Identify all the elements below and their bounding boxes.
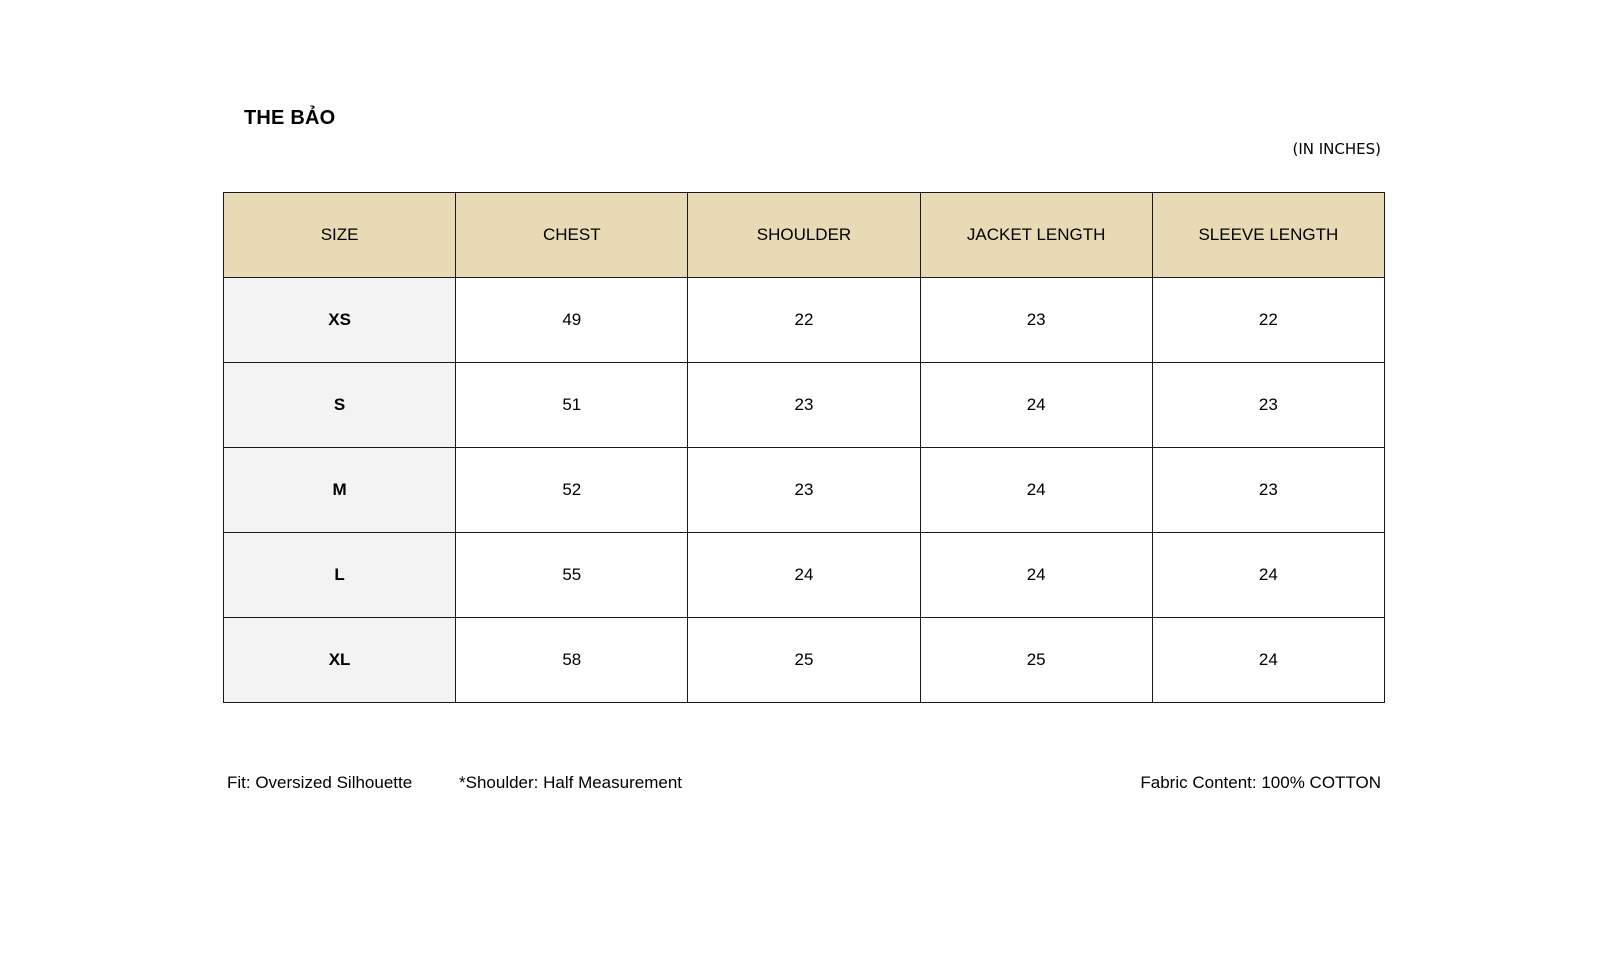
size-chart-table [223, 192, 1385, 703]
unit-label: (IN INCHES) [1292, 140, 1381, 158]
shoulder-cell: 23 [688, 448, 920, 533]
table-body [224, 278, 1385, 703]
jacket-length-cell: 25 [920, 618, 1152, 703]
sleeve-length-cell: 24 [1152, 618, 1384, 703]
header-chest: CHEST [456, 193, 688, 278]
chest-cell: 49 [456, 278, 688, 363]
sleeve-length-cell: 23 [1152, 448, 1384, 533]
chest-cell: 55 [456, 533, 688, 618]
table-row [224, 448, 1385, 533]
header-sleeve-length: SLEEVE LENGTH [1152, 193, 1384, 278]
table-row [224, 618, 1385, 703]
jacket-length-cell: 23 [920, 278, 1152, 363]
header-shoulder: SHOULDER [688, 193, 920, 278]
chest-cell: 58 [456, 618, 688, 703]
chest-cell: 52 [456, 448, 688, 533]
sleeve-length-cell: 22 [1152, 278, 1384, 363]
jacket-length-cell: 24 [920, 533, 1152, 618]
table-header [224, 193, 1385, 278]
page-title: THE BẢO [244, 107, 336, 129]
shoulder-cell: 23 [688, 363, 920, 448]
header-size: SIZE [224, 193, 456, 278]
sleeve-length-cell: 24 [1152, 533, 1384, 618]
size-cell: XL [224, 618, 456, 703]
shoulder-cell: 24 [688, 533, 920, 618]
shoulder-cell: 25 [688, 618, 920, 703]
table-row [224, 363, 1385, 448]
fabric-note: Fabric Content: 100% COTTON [1140, 773, 1381, 792]
table-row [224, 278, 1385, 363]
jacket-length-cell: 24 [920, 363, 1152, 448]
size-cell: L [224, 533, 456, 618]
table-row [224, 533, 1385, 618]
shoulder-note: *Shoulder: Half Measurement [459, 773, 683, 792]
chest-cell: 51 [456, 363, 688, 448]
header-row [224, 193, 1385, 278]
header-jacket-length: JACKET LENGTH [920, 193, 1152, 278]
shoulder-cell: 22 [688, 278, 920, 363]
size-cell: XS [224, 278, 456, 363]
jacket-length-cell: 24 [920, 448, 1152, 533]
size-cell: M [224, 448, 456, 533]
fit-note: Fit: Oversized Silhouette [227, 773, 413, 792]
size-cell: S [224, 363, 456, 448]
sleeve-length-cell: 23 [1152, 363, 1384, 448]
